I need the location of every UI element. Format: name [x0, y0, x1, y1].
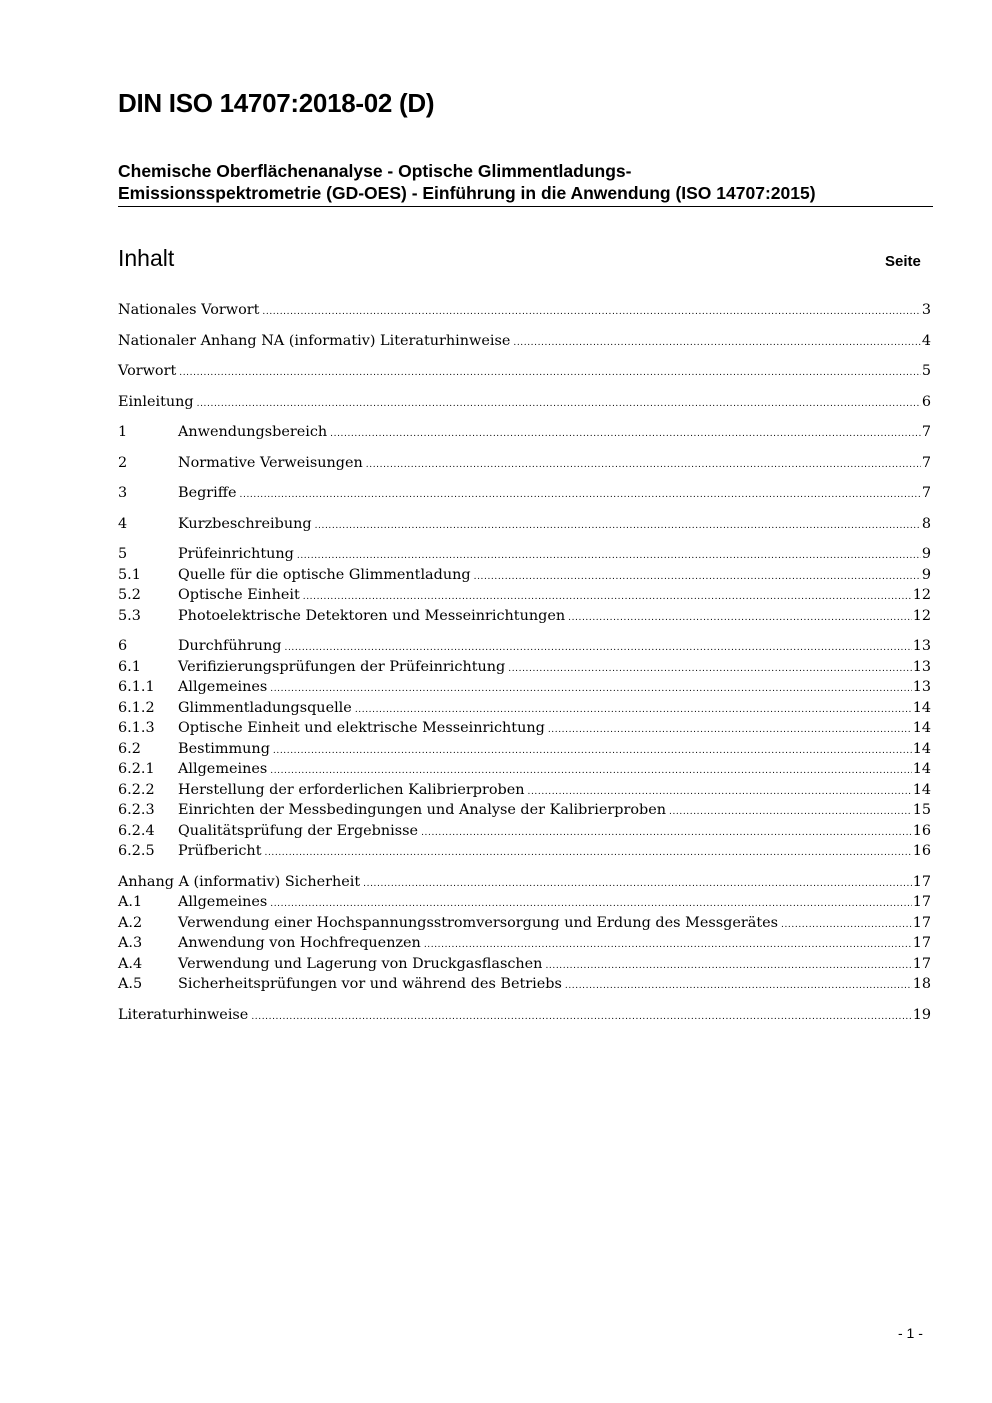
toc-entry-leader-dots [568, 613, 912, 623]
toc-entry-title: Optische Einheit und elektrische Messeinrichtung [178, 720, 545, 736]
toc-entry-number: 5 [118, 546, 128, 562]
toc-entry-page: 14 [912, 740, 931, 757]
toc-entry-page: 13 [912, 658, 931, 675]
document-title-line-1: Chemische Oberflächenanalyse - Optische Glimmentladungs- [118, 161, 632, 181]
toc-entry-page: 14 [912, 720, 931, 736]
toc-entry-leader-dots [363, 879, 912, 889]
toc-entry-leader-dots [285, 643, 912, 653]
toc-entry-title: Einleitung [118, 393, 194, 410]
toc-entry-title: Verwendung einer Hochspannungsstromversorgung und Erdung des Messgerätes [178, 914, 779, 931]
toc-entry[interactable] [118, 935, 931, 956]
toc-entry-title: Qualitätsprüfung der Ergebnisse [178, 822, 419, 839]
toc-entry-number: 1 [118, 424, 128, 440]
toc-entry[interactable] [118, 333, 931, 354]
toc-entry[interactable] [118, 638, 931, 659]
toc-entry-number: 2 [118, 454, 128, 471]
toc-entry-leader-dots [366, 460, 921, 470]
toc-entry-title: Optische Einheit [178, 587, 300, 603]
toc-entry[interactable] [118, 424, 931, 445]
toc-entry-title: Vorwort [118, 363, 177, 379]
toc-entry[interactable] [118, 874, 931, 895]
document-title [118, 160, 933, 207]
toc-entry-leader-dots [513, 338, 920, 348]
toc-entry-page: 13 [912, 679, 931, 695]
toc-entry[interactable] [118, 720, 931, 741]
toc-entry-title: Nationales Vorwort [118, 302, 260, 318]
toc-entry-title: Glimmentladungsquelle [178, 699, 352, 716]
toc-entry-title: Anwendung von Hochfrequenzen [178, 935, 421, 951]
toc-entry-page: 17 [912, 894, 931, 910]
toc-entry-title: Kurzbeschreibung [178, 515, 312, 532]
toc-entry-page: 3 [921, 302, 931, 318]
toc-entry-title: Einrichten der Messbedingungen und Analyse der Kalibrierproben [178, 802, 666, 818]
toc-entry-number: 6.1.2 [118, 699, 155, 716]
toc-entry-title: Anwendungsbereich [178, 424, 328, 440]
toc-entry-number: A.4 [118, 955, 143, 972]
toc-entry[interactable] [118, 761, 931, 782]
toc-entry-page: 13 [912, 638, 931, 654]
toc-entry-title: Herstellung der erforderlichen Kalibrierproben [178, 781, 525, 798]
toc-entry-leader-dots [508, 664, 911, 674]
toc-entry-number: 6.2.5 [118, 843, 155, 859]
toc-entry[interactable] [118, 546, 931, 567]
toc-entry-page: 17 [912, 914, 931, 931]
toc-entry-number: 5.1 [118, 566, 141, 583]
toc-entry[interactable] [118, 976, 931, 997]
toc-entry-number: 6.2.2 [118, 781, 155, 798]
toc-entry-page: 12 [912, 607, 931, 624]
toc-entry-leader-dots [330, 429, 921, 439]
toc-entry[interactable] [118, 823, 931, 844]
toc-entry[interactable] [118, 567, 931, 588]
toc-entry-page: 17 [912, 935, 931, 951]
toc-entry-number: A.3 [118, 935, 143, 951]
toc-entry-leader-dots [303, 592, 912, 602]
toc-entry-leader-dots [264, 848, 911, 858]
toc-entry-page: 15 [912, 802, 931, 818]
toc-entry-page: 17 [912, 955, 931, 972]
toc-entry-page: 16 [912, 822, 931, 839]
toc-entry-title: Allgemeines [178, 679, 268, 695]
toc-entry-page: 7 [921, 454, 931, 471]
toc-entry[interactable] [118, 1007, 931, 1028]
toc-entry-number: 6.2.4 [118, 822, 155, 839]
toc-entry-leader-dots [781, 920, 912, 930]
toc-entry-title: Allgemeines [178, 761, 268, 777]
toc-entry-page: 7 [921, 485, 931, 501]
page-number: - 1 - [898, 1325, 923, 1341]
toc-entry-leader-dots [545, 961, 911, 971]
toc-entry-title: Durchführung [178, 638, 282, 654]
toc-page-column-label: Seite [885, 253, 921, 270]
toc-entry-title: Verwendung und Lagerung von Druckgasflaschen [178, 955, 543, 972]
toc-entry-page: 9 [921, 546, 931, 562]
toc-entry-leader-dots [527, 787, 911, 797]
toc-entry-page: 12 [912, 587, 931, 603]
toc-entry-number: 5.3 [118, 607, 141, 624]
toc-entry-leader-dots [273, 746, 912, 756]
toc-entry-number: 6.2.1 [118, 761, 155, 777]
toc-entry-number: 6.2 [118, 740, 141, 757]
toc-entry-leader-dots [251, 1012, 911, 1022]
toc-entry-leader-dots [355, 705, 912, 715]
toc-entry-page: 7 [921, 424, 931, 440]
toc-entry-title: Begriffe [178, 485, 237, 501]
toc-entry-title: Photoelektrische Detektoren und Messeinrichtungen [178, 607, 566, 624]
toc-entry[interactable] [118, 679, 931, 700]
toc-entry-page: 19 [912, 1006, 931, 1023]
toc-entry-page: 16 [912, 843, 931, 859]
toc-entry-page: 4 [921, 332, 931, 349]
document-id: DIN ISO 14707:2018-02 (D) [118, 88, 435, 118]
toc-entry[interactable] [118, 843, 931, 864]
toc-entry-leader-dots [197, 399, 921, 409]
document-title-line-2: Emissionsspektrometrie (GD-OES) - Einführung in die Anwendung (ISO 14707:2015) [118, 183, 816, 203]
toc-entry[interactable] [118, 516, 931, 537]
toc-entry-number: 4 [118, 515, 128, 532]
toc-entry[interactable] [118, 956, 931, 977]
toc-entry-number: 3 [118, 485, 128, 501]
toc-entry-page: 8 [921, 515, 931, 532]
toc-entry-leader-dots [297, 551, 921, 561]
toc-entry-title: Normative Verweisungen [178, 454, 363, 471]
toc-entry-number: A.2 [118, 914, 143, 931]
toc-entry-leader-dots [270, 766, 911, 776]
toc-entry-title: Verifizierungsprüfungen der Prüfeinrichtung [178, 658, 506, 675]
toc-entry-leader-dots [474, 572, 921, 582]
toc-entry-leader-dots [240, 490, 921, 500]
toc-entry[interactable] [118, 802, 931, 823]
toc-entry-leader-dots [669, 807, 912, 817]
toc-entry-title: Bestimmung [178, 740, 270, 757]
table-of-contents [118, 302, 931, 1027]
toc-entry-number: 6.1.3 [118, 720, 155, 736]
toc-entry[interactable] [118, 741, 931, 762]
toc-entry-leader-dots [179, 368, 921, 378]
toc-entry-page: 5 [921, 363, 931, 379]
toc-entry-number: 6.2.3 [118, 802, 155, 818]
toc-entry-number: 6 [118, 638, 128, 654]
toc-entry[interactable] [118, 915, 931, 936]
toc-entry-page: 17 [912, 873, 931, 890]
toc-entry-page: 9 [921, 566, 931, 583]
toc-entry-title: Nationaler Anhang NA (informativ) Literaturhinweise [118, 332, 511, 349]
toc-entry[interactable] [118, 302, 931, 323]
toc-entry-number: A.5 [118, 976, 143, 992]
toc-entry[interactable] [118, 782, 931, 803]
toc-entry-page: 14 [912, 761, 931, 777]
toc-entry-title: Prüfeinrichtung [178, 546, 294, 562]
toc-entry-title: Quelle für die optische Glimmentladung [178, 566, 471, 583]
toc-entry-title: Literaturhinweise [118, 1006, 249, 1023]
toc-entry-leader-dots [548, 725, 912, 735]
toc-entry-leader-dots [262, 307, 920, 317]
toc-entry[interactable] [118, 363, 931, 384]
toc-entry-title: Allgemeines [178, 894, 268, 910]
toc-entry-page: 14 [912, 781, 931, 798]
toc-entry-title: Prüfbericht [178, 843, 262, 859]
toc-entry-leader-dots [421, 828, 912, 838]
toc-entry-leader-dots [424, 940, 912, 950]
toc-entry[interactable] [118, 608, 931, 629]
toc-entry-page: 14 [912, 699, 931, 716]
toc-entry-leader-dots [270, 684, 911, 694]
toc-entry-number: A.1 [118, 894, 143, 910]
toc-entry-number: 5.2 [118, 587, 141, 603]
toc-entry-number: 6.1.1 [118, 679, 155, 695]
toc-heading: Inhalt [118, 245, 175, 271]
toc-entry[interactable] [118, 659, 931, 680]
toc-entry-page: 18 [912, 976, 931, 992]
toc-entry-title: Anhang A (informativ) Sicherheit [118, 873, 361, 890]
toc-entry-page: 6 [921, 393, 931, 410]
toc-entry[interactable] [118, 894, 931, 915]
toc-entry-title: Sicherheitsprüfungen vor und während des Betriebs [178, 976, 562, 992]
toc-entry[interactable] [118, 700, 931, 721]
toc-entry-leader-dots [270, 899, 911, 909]
toc-entry-number: 6.1 [118, 658, 141, 675]
toc-entry-leader-dots [315, 521, 921, 531]
toc-entry[interactable] [118, 587, 931, 608]
toc-entry[interactable] [118, 455, 931, 476]
toc-entry-leader-dots [565, 981, 912, 991]
toc-entry[interactable] [118, 485, 931, 506]
toc-entry[interactable] [118, 394, 931, 415]
